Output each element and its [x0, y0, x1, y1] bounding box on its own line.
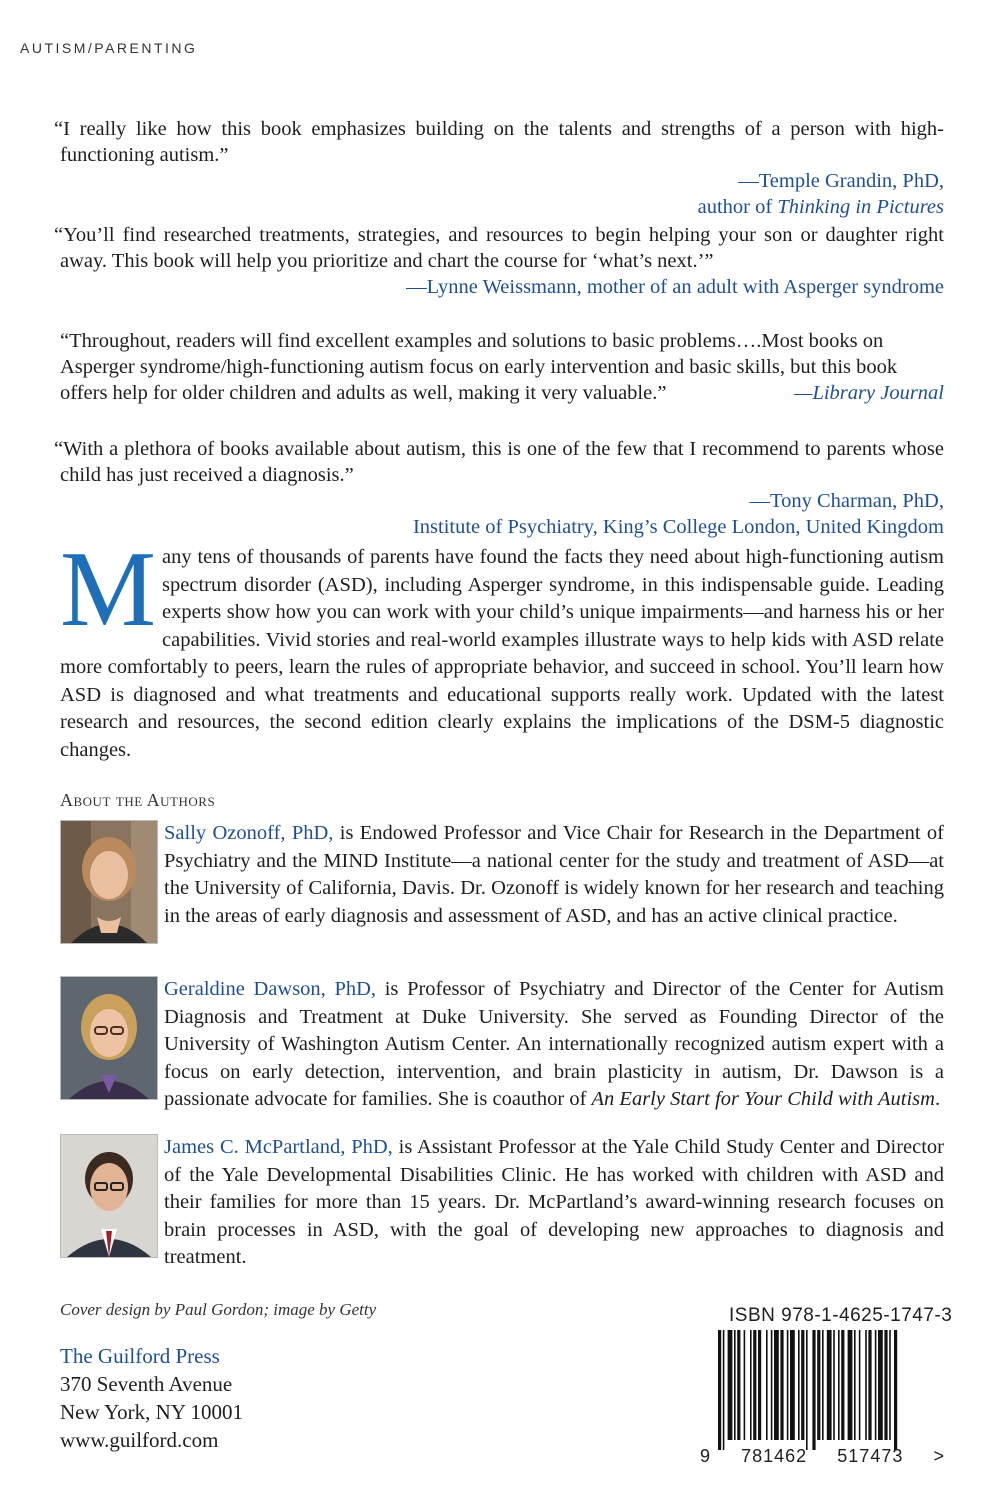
barcode-bar [744, 1330, 746, 1440]
quote-4 [54, 436, 944, 540]
quote-attribution: —Tony Charman, PhD, [749, 490, 944, 512]
quote-2 [54, 222, 944, 300]
barcode-bar [787, 1330, 789, 1440]
author-name: Sally Ozonoff, PhD, [164, 822, 334, 844]
barcode-digit-lead: 9 [700, 1446, 712, 1466]
barcode-bar [790, 1330, 795, 1440]
barcode-bar [771, 1330, 773, 1440]
author-bio-end: . [934, 1088, 941, 1110]
barcode-bar [894, 1330, 897, 1450]
barcode-bar [817, 1330, 820, 1440]
quote-attribution-detail: Institute of Psychiatry, King’s College London, United Kingdom [412, 516, 944, 538]
quote-text: “With a plethora of books available about autism, this is one of the few that I recommend to parents whose child has just received a diagnosis.” [54, 438, 944, 486]
barcode-bar [833, 1330, 835, 1440]
barcode-bar [728, 1330, 733, 1440]
quote-attribution: —Lynne Weissmann, mother of an adult with Asperger syndrome [406, 276, 944, 298]
barcode-bar [827, 1330, 832, 1440]
barcode-bar [750, 1330, 752, 1440]
barcode-bar [798, 1330, 800, 1440]
barcode-bar [822, 1330, 824, 1440]
isbn-label: ISBN 978-1-4625-1747-3 [729, 1305, 953, 1326]
category-label: AUTISM/PARENTING [20, 40, 198, 56]
barcode-bar [734, 1330, 736, 1440]
barcode-bar [766, 1330, 768, 1440]
author-bio [164, 976, 944, 1114]
publisher-website: www.guilford.com [60, 1428, 219, 1452]
quote-1 [54, 116, 944, 220]
quote-text: “You’ll find researched treatments, strategies, and resources to begin helping your son or daughter right away. This book will help you prioritize and chart the course for ‘what’s next.’” [54, 224, 944, 272]
author-bio-text: is Assistant Professor at the Yale Child Study Center and Director of the Yale Developmental Disabilities Clinic. He has worked with children with ASD and their families for more than 15 years. Dr. McPartland’s award-winning research focuses on brain processes in ASD, with the goal of developing new approaches to diagnosis and treatment. [164, 1136, 945, 1268]
isbn-barcode [700, 1330, 945, 1450]
barcode-bar [718, 1330, 721, 1450]
cover-credit: Cover design by Paul Gordon; image by Getty [60, 1300, 377, 1319]
barcode-bar [753, 1330, 756, 1440]
barcode-bar [889, 1330, 891, 1440]
barcode-bar [878, 1330, 883, 1440]
publisher-address-line-1: 370 Seventh Avenue [60, 1372, 233, 1396]
publisher-info [60, 1342, 243, 1454]
barcode-digits-left: 781462 [741, 1446, 808, 1466]
barcode-bar [774, 1330, 779, 1440]
about-authors-heading: About the Authors [60, 790, 216, 810]
barcode-bar [737, 1330, 740, 1440]
quote-3 [60, 328, 944, 406]
description-text: any tens of thousands of parents have found the facts they need about high-functioning autism spectrum disorder (ASD), including Asperger syndrome, in this indispensable guide. Leading experts show how you can work with your child’s unique impairments—and harness his or her capabilities. Vivid stories and real-world examples illustrate ways to help kids with ASD relate more comfortably to peers, learn the rules of appropriate behavior, and succeed in school. You’ll learn how ASD is diagnosed and what treatments and educational supports really work. Updated with the latest research and resources, the second edition clearly explains the implications of the DSM-5 diagnostic changes. [60, 546, 944, 761]
barcode-bar [875, 1330, 877, 1440]
quote-attribution: —Library Journal [794, 382, 944, 404]
barcode-quiet-mark: > [933, 1446, 945, 1466]
author-name: Geraldine Dawson, PhD, [164, 978, 377, 1000]
barcode-bar [841, 1330, 844, 1440]
barcode-bar [868, 1330, 871, 1440]
author-photo [60, 820, 158, 944]
author-name: James C. McPartland, PhD, [164, 1136, 393, 1158]
quote-attribution: —Temple Grandin, PhD, [738, 170, 944, 192]
barcode-digits [700, 1446, 945, 1467]
author-photo [60, 1134, 158, 1258]
book-title: An Early Start for Your Child with Autism [591, 1088, 935, 1110]
quote-attribution-detail [60, 194, 944, 220]
author-bio [164, 820, 944, 930]
attribution-prefix: author of [697, 196, 778, 218]
barcode-bar [859, 1330, 861, 1440]
author-bio-text: is Endowed Professor and Vice Chair for Research in the Department of Psychiatry and the MIND Institute—a national center for the study and treatment of ASD—at the University of California, Davis. Dr. Ozonoff is widely known for her research and teaching in the areas of early diagnosis and assessment of ASD, and has an active clinical practice. [164, 822, 944, 927]
barcode-bar [848, 1330, 853, 1440]
book-title: Thinking in Pictures [777, 196, 944, 218]
barcode-bar [865, 1330, 867, 1440]
barcode-digits-right: 517473 [837, 1446, 904, 1466]
barcode-bar [812, 1330, 815, 1450]
publisher-address-line-2: New York, NY 10001 [60, 1400, 243, 1424]
barcode-bar [806, 1330, 808, 1450]
quote-text: “Throughout, readers will find excellent examples and solutions to basic problems….Most books on Asperger syndrome/high-functioning autism focus on early intervention and basic skills, but this book offers help for older children and adults as well, making it very valuable.” [60, 330, 898, 404]
author-photo [60, 976, 158, 1100]
author-bio-text: is Professor of Psychiatry and Director of the Center for Autism Diagnosis and Treatment at Duke University. She served as Founding Director of the University of Washington Autism Center. An internationally recognized autism expert with a focus on early detection, intervention, and brain plasticity in autism, Dr. Dawson is a passionate advocate for families. She is coauthor of [164, 978, 944, 1110]
drop-cap: M [60, 530, 157, 649]
barcode-bar [780, 1330, 783, 1440]
book-description [60, 530, 944, 764]
barcode-bar [758, 1330, 761, 1440]
barcode-bar [854, 1330, 856, 1440]
barcode-bar [801, 1330, 804, 1440]
barcode-bar [723, 1330, 725, 1450]
barcode-bar [884, 1330, 887, 1440]
publisher-name: The Guilford Press [60, 1344, 220, 1368]
quote-text: “I really like how this book emphasizes building on the talents and strengths of a person with high-functioning autism.” [54, 118, 944, 166]
barcode-bar [838, 1330, 840, 1440]
author-bio [164, 1134, 944, 1272]
